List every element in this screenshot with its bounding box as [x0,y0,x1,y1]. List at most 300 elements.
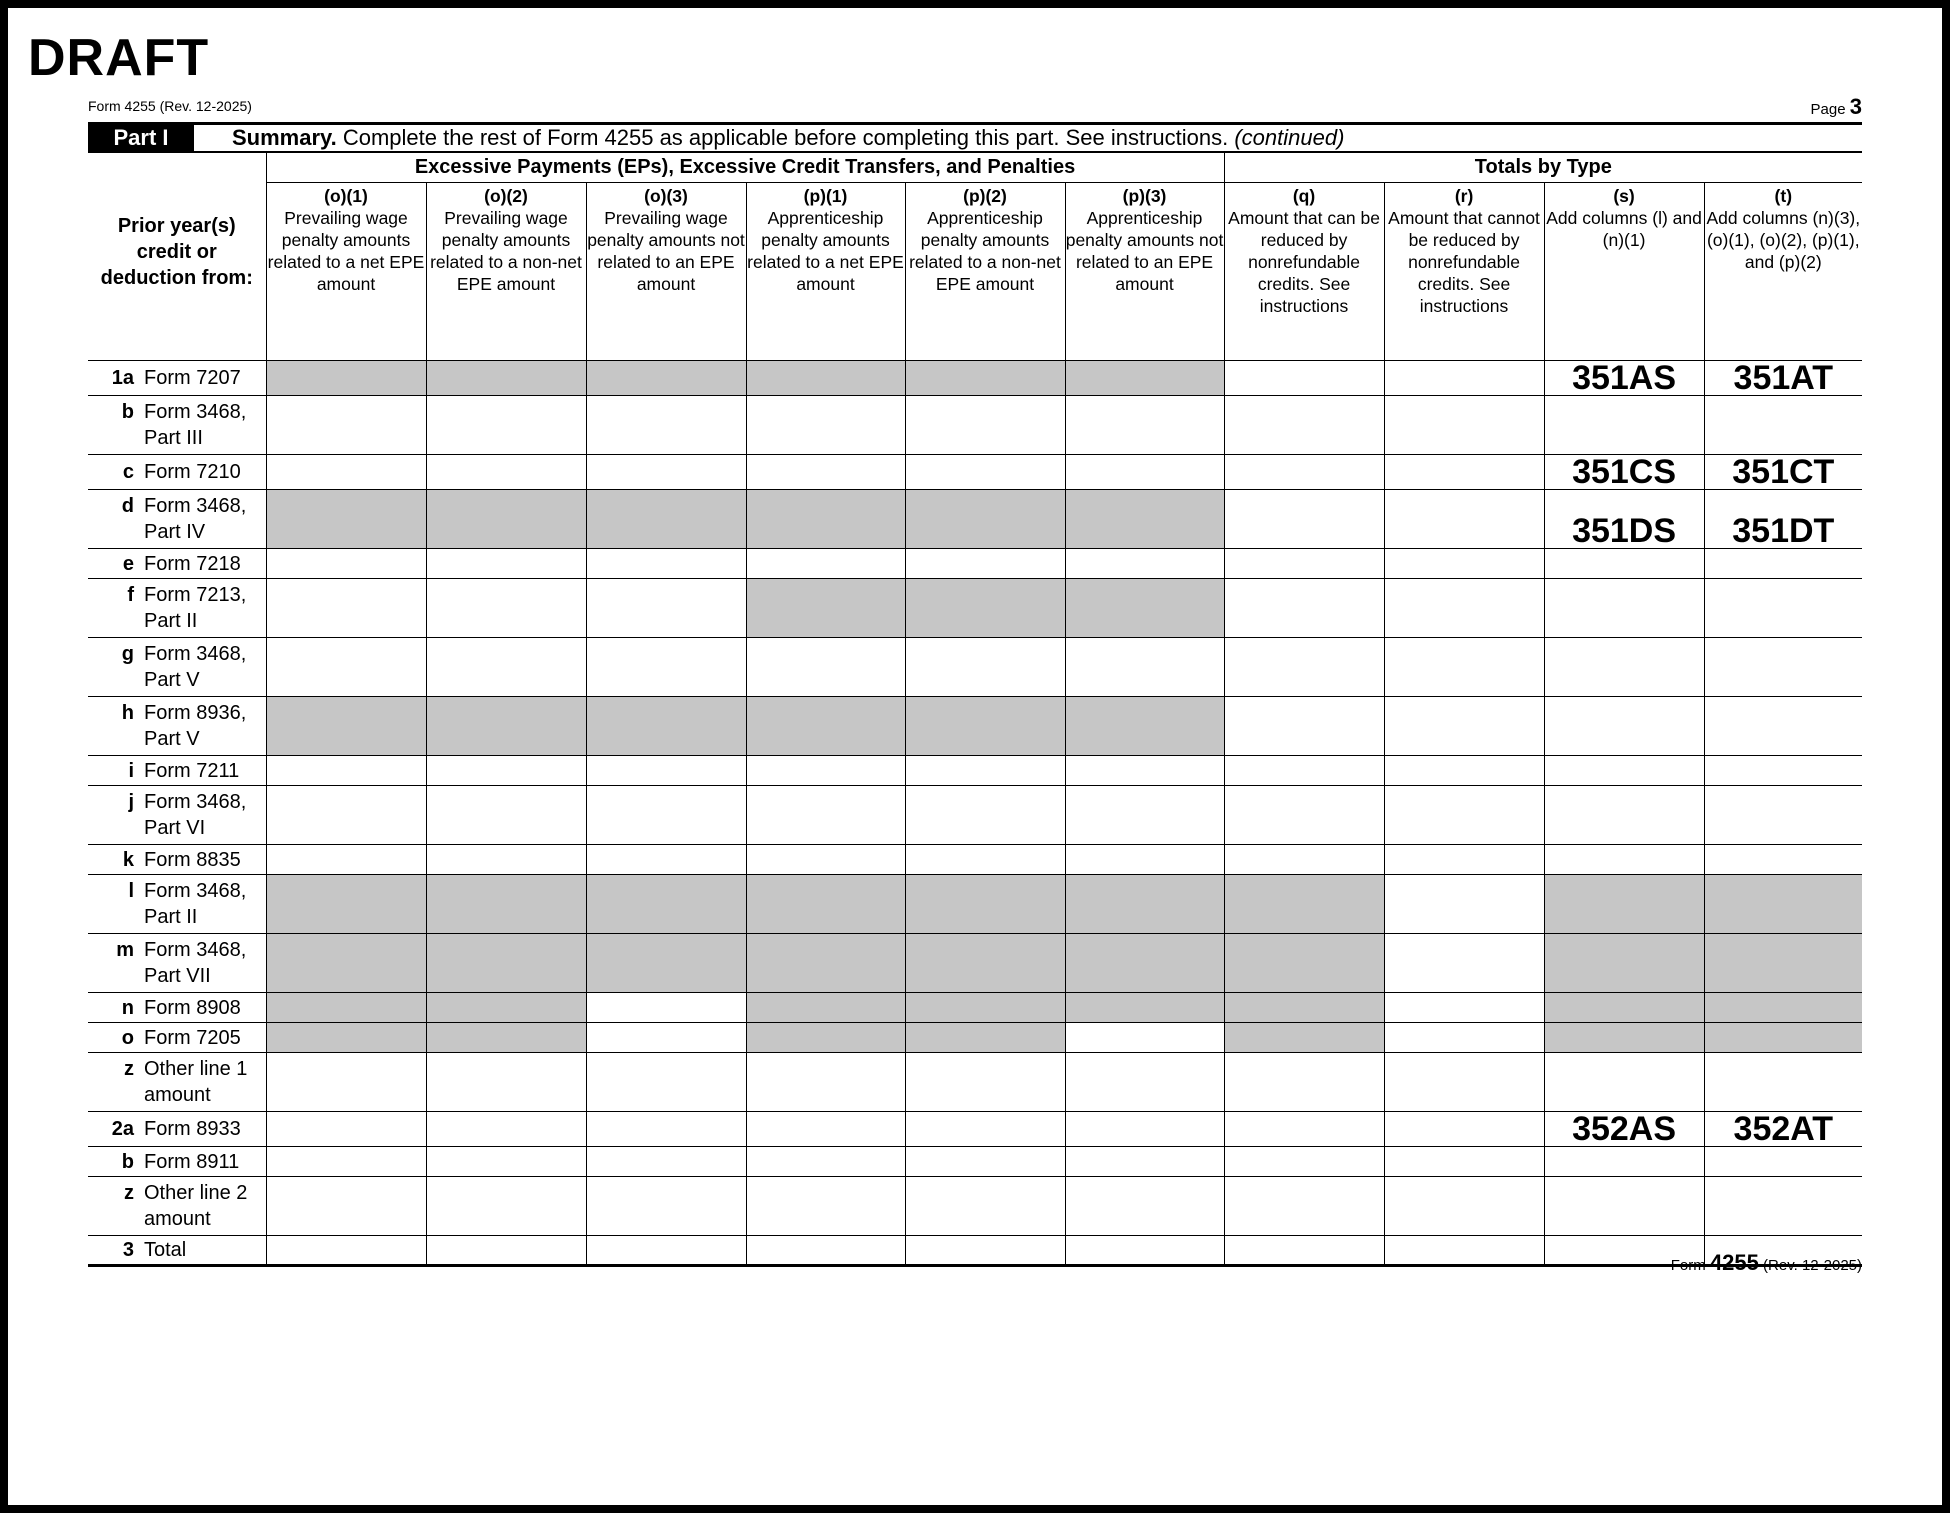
row-form-name: Form 7210 [144,461,241,483]
entry-cell[interactable] [1704,845,1862,875]
row-form-name: Form 3468, Part III [144,401,247,449]
entry-cell[interactable] [1065,1147,1224,1177]
row-label [88,934,266,993]
entry-cell[interactable] [426,1053,586,1112]
entry-cell[interactable] [1384,396,1544,455]
shaded-cell [426,934,586,993]
entry-cell[interactable] [746,845,905,875]
row-form-name: Other line 1 amount [144,1058,248,1106]
entry-cell[interactable] [746,396,905,455]
row-number: f [127,584,134,606]
column-header [1384,183,1544,361]
group-totals-heading: Totals by Type [1224,153,1862,183]
table-row [88,697,1862,756]
part-title [232,125,1344,151]
row-form-name: Form 7218 [144,552,241,575]
column-header [266,183,426,361]
column-description: Add columns (l) and (n)(1) [1546,208,1702,250]
entry-cell[interactable] [1065,1236,1224,1266]
table-row [88,1023,1862,1053]
footer-form-number: 4255 [1709,1250,1759,1275]
entry-cell[interactable] [1224,1053,1384,1112]
entry-cell[interactable] [905,549,1065,579]
part-label: Part I [88,124,194,152]
entry-cell[interactable] [1065,845,1224,875]
shaded-cell [1065,361,1224,396]
shaded-cell [426,875,586,934]
row-label [88,756,266,786]
column-description: Add columns (n)(3), (o)(1), (o)(2), (p)(1), and (p)(2) [1706,208,1861,272]
entry-cell[interactable] [1384,1053,1544,1112]
entry-cell[interactable] [746,1177,905,1236]
shaded-cell [1065,490,1224,549]
shaded-cell [1065,993,1224,1023]
entry-cell[interactable] [1544,396,1704,455]
column-code: (o)(3) [644,186,688,206]
entry-cell[interactable] [586,756,746,786]
entry-cell[interactable] [1224,1177,1384,1236]
entry-cell[interactable] [1704,1053,1862,1112]
entry-cell[interactable] [1224,756,1384,786]
entry-cell[interactable] [586,1023,746,1053]
entry-cell[interactable] [905,845,1065,875]
shaded-cell [746,490,905,549]
entry-cell[interactable] [1704,1147,1862,1177]
form-revision-header: Form 4255 (Rev. 12-2025) [88,98,252,114]
column-t-code[interactable]: 351AT [1704,361,1862,396]
row-number: i [128,759,134,782]
column-header [1065,183,1224,361]
row-form-name: Form 7205 [144,1026,241,1049]
entry-cell[interactable] [586,638,746,697]
table-row [88,934,1862,993]
page-prefix: Page [1810,101,1846,118]
entry-cell[interactable] [266,1236,426,1266]
entry-cell[interactable] [1065,756,1224,786]
entry-cell[interactable] [1704,549,1862,579]
entry-cell[interactable] [266,638,426,697]
row-number: e [122,552,134,575]
entry-cell[interactable] [1065,1177,1224,1236]
entry-cell[interactable] [1704,638,1862,697]
entry-cell[interactable] [586,1147,746,1177]
shaded-cell [746,361,905,396]
entry-cell[interactable] [426,638,586,697]
shaded-cell [266,875,426,934]
summary-table [88,152,1862,1267]
shaded-cell [746,993,905,1023]
entry-cell[interactable] [1065,638,1224,697]
entry-cell[interactable] [1224,549,1384,579]
entry-cell[interactable] [586,1236,746,1266]
column-header [586,183,746,361]
entry-cell[interactable] [1384,1023,1544,1053]
column-header [1224,183,1384,361]
row-form-name: Form 3468, Part II [144,880,247,928]
entry-cell[interactable] [1384,993,1544,1023]
entry-cell[interactable] [426,1147,586,1177]
column-code: (s) [1613,186,1635,206]
entry-cell[interactable] [586,1112,746,1147]
column-code: (p)(1) [803,186,848,206]
part-title-bold: Summary. [232,125,337,150]
entry-cell[interactable] [426,786,586,845]
footer-prefix: Form [1670,1257,1710,1274]
column-code: (q) [1292,186,1316,206]
entry-cell[interactable] [266,1177,426,1236]
entry-cell[interactable] [1224,490,1384,549]
row-label [88,1112,266,1147]
shaded-cell [1224,993,1384,1023]
entry-cell[interactable] [426,396,586,455]
entry-cell[interactable] [1224,579,1384,638]
shaded-cell [1544,934,1704,993]
entry-cell[interactable] [1224,1236,1384,1266]
entry-cell[interactable] [905,396,1065,455]
shaded-cell [1704,875,1862,934]
shaded-cell [1544,875,1704,934]
row-form-name: Form 7211 [144,759,240,782]
entry-cell[interactable] [266,786,426,845]
entry-cell[interactable] [586,579,746,638]
entry-cell[interactable] [1224,1147,1384,1177]
draft-watermark: DRAFT [28,29,210,87]
entry-cell[interactable] [1384,1147,1544,1177]
shaded-cell [746,875,905,934]
part-title-text: Complete the rest of Form 4255 as applicable before completing this part. See instructions. [336,125,1235,150]
entry-cell[interactable] [1704,1177,1862,1236]
shaded-cell [1224,934,1384,993]
row-number: 1a [111,367,134,389]
part-title-italic: (continued) [1234,125,1345,150]
entry-cell[interactable] [1544,1177,1704,1236]
column-code: (o)(1) [324,186,368,206]
entry-cell[interactable] [905,1112,1065,1147]
row-form-name: Form 8911 [144,1150,240,1173]
row-label [88,1023,266,1053]
table-row [88,756,1862,786]
shaded-cell [586,361,746,396]
shaded-cell [266,361,426,396]
entry-cell[interactable] [426,1236,586,1266]
entry-cell[interactable] [746,549,905,579]
entry-cell[interactable] [1384,756,1544,786]
column-description: Prevailing wage penalty amounts related to a non-net EPE amount [430,208,582,294]
entry-cell[interactable] [586,549,746,579]
shaded-cell [746,579,905,638]
entry-cell[interactable] [1544,756,1704,786]
entry-cell[interactable] [1384,1112,1544,1147]
row-form-name: Form 3468, Part VII [144,939,247,987]
footer-suffix: (Rev. 12-2025) [1758,1257,1862,1274]
row-label [88,361,266,396]
entry-cell[interactable] [426,845,586,875]
shaded-cell [1224,875,1384,934]
column-description: Amount that cannot be reduced by nonrefundable credits. See instructions [1388,208,1540,316]
shaded-cell [905,361,1065,396]
shaded-cell [746,934,905,993]
row-label [88,786,266,845]
row-number: z [124,1182,134,1204]
entry-cell[interactable] [1544,786,1704,845]
shaded-cell [266,490,426,549]
column-description: Apprenticeship penalty amounts related to a non-net EPE amount [909,208,1061,294]
row-number: 3 [122,1239,134,1261]
entry-cell[interactable] [746,1053,905,1112]
table-row [88,579,1862,638]
shaded-cell [1704,934,1862,993]
entry-cell[interactable] [266,579,426,638]
entry-cell[interactable] [1384,638,1544,697]
entry-cell[interactable] [1544,549,1704,579]
shaded-cell [1065,697,1224,756]
column-header [426,183,586,361]
entry-cell[interactable] [586,1053,746,1112]
column-description: Prevailing wage penalty amounts related to a net EPE amount [267,208,425,294]
entry-cell[interactable] [426,1177,586,1236]
entry-cell[interactable] [1704,786,1862,845]
row-form-name: Form 3468, Part VI [144,791,247,839]
entry-cell[interactable] [266,756,426,786]
table-row [88,1147,1862,1177]
entry-cell[interactable] [746,1112,905,1147]
shaded-cell [426,490,586,549]
entry-cell[interactable] [905,455,1065,490]
entry-cell[interactable] [1065,786,1224,845]
entry-cell[interactable] [1384,579,1544,638]
row-form-name: Form 7207 [144,367,241,389]
row-number: b [121,1150,134,1173]
entry-cell[interactable] [426,455,586,490]
entry-cell[interactable] [1384,875,1544,934]
entry-cell[interactable] [746,1236,905,1266]
form-footer [1671,1250,1862,1276]
entry-cell[interactable] [1224,845,1384,875]
entry-cell[interactable] [1224,455,1384,490]
shaded-cell [266,1023,426,1053]
entry-cell[interactable] [266,845,426,875]
entry-cell[interactable] [1384,934,1544,993]
entry-cell[interactable] [905,638,1065,697]
row-label [88,455,266,490]
column-s-code[interactable]: 351AS [1544,361,1704,396]
shaded-cell [266,934,426,993]
entry-cell[interactable] [1704,579,1862,638]
entry-cell[interactable] [746,756,905,786]
row-label [88,579,266,638]
row-label [88,875,266,934]
row-form-name: Form 3468, Part IV [144,495,247,543]
entry-cell[interactable] [426,1112,586,1147]
entry-cell[interactable] [1224,697,1384,756]
entry-cell[interactable] [1384,1236,1544,1266]
column-t-code[interactable]: 351DT [1704,490,1862,549]
shaded-cell [905,697,1065,756]
entry-cell[interactable] [586,993,746,1023]
shaded-cell [266,993,426,1023]
entry-cell[interactable] [1384,1177,1544,1236]
row-label [88,1177,266,1236]
row-number: h [121,702,134,724]
row-form-name: Form 7213, Part II [144,584,247,632]
shaded-cell [426,1023,586,1053]
shaded-cell [426,993,586,1023]
table-row [88,875,1862,934]
entry-cell[interactable] [266,1147,426,1177]
group-excessive-heading: Excessive Payments (EPs), Excessive Credit Transfers, and Penalties [266,153,1224,183]
row-label [88,1053,266,1112]
entry-cell[interactable] [1065,1023,1224,1053]
column-code: (p)(2) [963,186,1007,206]
summary-table-body [88,361,1862,1266]
entry-cell[interactable] [586,455,746,490]
entry-cell[interactable] [586,786,746,845]
column-header [1544,183,1704,361]
row-number: n [121,996,134,1019]
entry-cell[interactable] [1544,845,1704,875]
shaded-cell [1065,875,1224,934]
row-form-name: Form 8908 [144,996,241,1019]
entry-cell[interactable] [1704,396,1862,455]
entry-cell[interactable] [1224,361,1384,396]
entry-cell[interactable] [905,1177,1065,1236]
entry-cell[interactable] [426,579,586,638]
entry-cell[interactable] [1065,1053,1224,1112]
column-code: (t) [1774,186,1793,206]
table-row [88,1053,1862,1112]
entry-cell[interactable] [1384,549,1544,579]
entry-cell[interactable] [1544,638,1704,697]
table-row [88,1177,1862,1236]
shaded-cell [1224,1023,1384,1053]
entry-cell[interactable] [426,549,586,579]
entry-cell[interactable] [905,1236,1065,1266]
entry-cell[interactable] [1384,697,1544,756]
column-t-code[interactable]: 352AT [1704,1112,1862,1147]
entry-cell[interactable] [1544,1053,1704,1112]
row-number: 2a [111,1118,134,1140]
row-number: b [121,401,134,423]
shaded-cell [586,934,746,993]
row-label [88,1236,266,1266]
entry-cell[interactable] [586,845,746,875]
table-row [88,845,1862,875]
row-number: o [121,1026,134,1049]
entry-cell[interactable] [905,786,1065,845]
entry-cell[interactable] [1065,549,1224,579]
entry-cell[interactable] [1224,638,1384,697]
entry-cell[interactable] [1224,786,1384,845]
entry-cell[interactable] [266,549,426,579]
shaded-cell [746,697,905,756]
entry-cell[interactable] [746,786,905,845]
column-code: (o)(2) [484,186,528,206]
entry-cell[interactable] [266,396,426,455]
entry-cell[interactable] [1065,396,1224,455]
shaded-cell [905,993,1065,1023]
entry-cell[interactable] [1384,455,1544,490]
row-label [88,638,266,697]
entry-cell[interactable] [586,1177,746,1236]
shaded-cell [586,697,746,756]
column-header [905,183,1065,361]
entry-cell[interactable] [1065,1112,1224,1147]
shaded-cell [426,697,586,756]
column-s-code[interactable]: 351DS [1544,490,1704,549]
entry-cell[interactable] [1224,396,1384,455]
row-label [88,490,266,549]
entry-cell[interactable] [905,1147,1065,1177]
shaded-cell [1704,1023,1862,1053]
shaded-cell [1065,579,1224,638]
shaded-cell [905,875,1065,934]
entry-cell[interactable] [1544,579,1704,638]
entry-cell[interactable] [1384,490,1544,549]
page-number [1811,94,1862,120]
entry-cell[interactable] [1704,756,1862,786]
column-s-code[interactable]: 352AS [1544,1112,1704,1147]
shaded-cell [1544,993,1704,1023]
shaded-cell [905,579,1065,638]
column-t-code[interactable]: 351CT [1704,455,1862,490]
entry-cell[interactable] [1384,786,1544,845]
prior-year-heading: Prior year(s) credit or deduction from: [88,153,266,361]
entry-cell[interactable] [266,455,426,490]
entry-cell[interactable] [266,1112,426,1147]
row-number: m [116,939,134,961]
row-number: l [128,880,134,902]
shaded-cell [426,361,586,396]
entry-cell[interactable] [266,1053,426,1112]
entry-cell[interactable] [1704,697,1862,756]
table-row [88,396,1862,455]
entry-cell[interactable] [905,756,1065,786]
entry-cell[interactable] [746,638,905,697]
entry-cell[interactable] [1384,845,1544,875]
table-row [88,638,1862,697]
entry-cell[interactable] [1544,1147,1704,1177]
table-row [88,993,1862,1023]
row-number: j [128,791,134,813]
row-number: z [124,1058,134,1080]
row-label [88,396,266,455]
column-code: (p)(3) [1122,186,1167,206]
shaded-cell [1704,993,1862,1023]
table-row [88,361,1862,396]
column-description: Apprenticeship penalty amounts related to a net EPE amount [747,208,904,294]
part-header-bar [88,122,1862,152]
entry-cell[interactable] [1224,1112,1384,1147]
entry-cell[interactable] [746,455,905,490]
column-description: Amount that can be reduced by nonrefundable credits. See instructions [1228,208,1380,316]
entry-cell[interactable] [905,1053,1065,1112]
entry-cell[interactable] [1065,455,1224,490]
row-form-name: Total [144,1239,187,1261]
row-label [88,549,266,579]
table-row [88,455,1862,490]
row-form-name: Form 8933 [144,1118,241,1140]
shaded-cell [905,1023,1065,1053]
entry-cell[interactable] [746,1147,905,1177]
entry-cell[interactable] [426,756,586,786]
column-s-code[interactable]: 351CS [1544,455,1704,490]
shaded-cell [905,934,1065,993]
table-row [88,1236,1862,1266]
row-label [88,845,266,875]
entry-cell[interactable] [1384,361,1544,396]
entry-cell[interactable] [1544,697,1704,756]
entry-cell[interactable] [586,396,746,455]
